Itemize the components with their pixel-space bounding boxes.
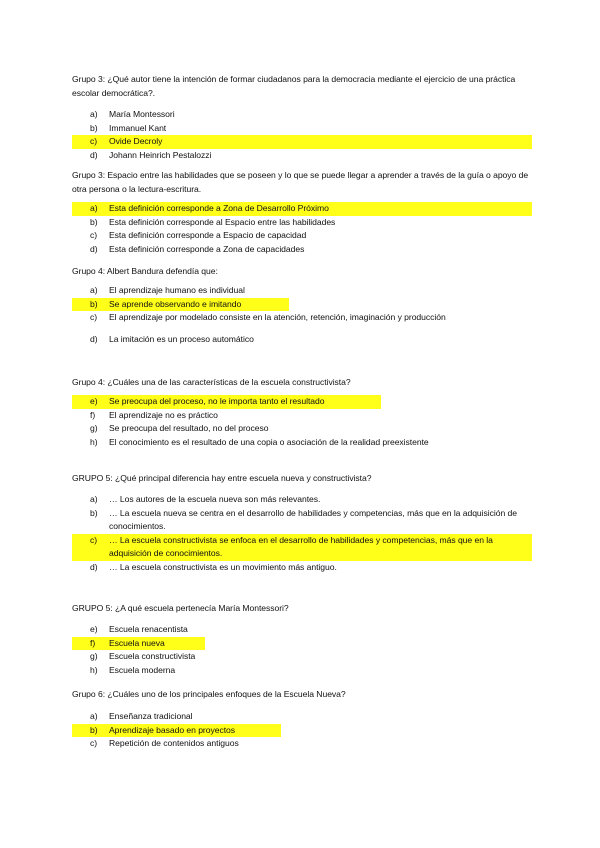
option-item <box>72 710 532 724</box>
question-text: Grupo 6: ¿Cuáles uno de los principales enfoques de la Escuela Nueva? <box>72 689 346 699</box>
question-text: Grupo 3: Espacio entre las habilidades que se poseen y lo que se puede llegar a aprender a través de la guía o apoyo de otra persona o la lectura-escritura. <box>72 170 529 194</box>
option-text: El aprendizaje por modelado consiste en la atención, retención, imaginación y producción <box>109 312 446 323</box>
options-list <box>72 493 532 575</box>
option-marker: d) <box>90 561 98 572</box>
option-item <box>72 737 532 751</box>
option-marker: c) <box>90 230 98 241</box>
option-marker: d) <box>90 149 98 160</box>
question-text: GRUPO 5: ¿A qué escuela pertenecía María Montessori? <box>72 603 289 613</box>
option-item <box>72 333 532 347</box>
option-text: Enseñanza tradicional <box>109 711 193 721</box>
option-text: Escuela renacentista <box>109 624 188 634</box>
option-text: El conocimiento es el resultado de una copia o asociación de la realidad preexistente <box>109 436 429 447</box>
option-marker: c) <box>90 534 98 545</box>
option-text: Se preocupa del resultado, no del proceso <box>109 423 269 434</box>
options-list <box>72 710 532 751</box>
option-marker: e) <box>90 396 98 406</box>
option-text: Escuela nueva <box>109 637 165 648</box>
option-item <box>72 409 532 423</box>
option-marker: f) <box>90 409 96 420</box>
option-item-highlighted <box>72 135 532 149</box>
option-marker: h) <box>90 664 98 675</box>
option-text: Aprendizaje basado en proyectos <box>109 724 236 735</box>
options-list <box>72 202 532 256</box>
option-item <box>72 229 532 243</box>
option-text: Esta definición corresponde al Espacio entre las habilidades <box>109 216 336 227</box>
option-text: Johann Heinrich Pestalozzi <box>109 149 212 160</box>
option-marker: d) <box>90 333 98 344</box>
option-text: … La escuela constructivista se enfoca en el desarrollo de habilidades y competencias, más que en la adquisición de conocimientos. <box>109 534 493 559</box>
option-item <box>72 436 532 450</box>
option-item <box>72 650 532 664</box>
option-text: María Montessori <box>109 109 175 119</box>
option-text: Immanuel Kant <box>109 122 167 133</box>
option-text: … Los autores de la escuela nueva son más relevantes. <box>109 494 321 504</box>
option-item <box>72 422 532 436</box>
option-item <box>72 623 532 637</box>
option-marker: b) <box>90 724 98 735</box>
option-marker: e) <box>90 624 98 634</box>
option-text: Se preocupa del proceso, no le importa tanto el resultado <box>109 396 325 406</box>
option-marker: c) <box>90 136 98 147</box>
question-text: Grupo 4: Albert Bandura defendía que: <box>72 266 218 276</box>
option-marker: b) <box>90 216 98 227</box>
option-text: El aprendizaje no es práctico <box>109 409 218 420</box>
option-item-highlighted <box>72 724 281 738</box>
option-item-highlighted <box>72 395 381 409</box>
option-marker: c) <box>90 312 98 323</box>
option-item <box>72 664 532 678</box>
option-item-highlighted <box>72 637 205 651</box>
option-item <box>72 507 532 534</box>
options-list <box>72 284 532 346</box>
options-list <box>72 623 532 677</box>
option-marker: c) <box>90 738 98 749</box>
option-item <box>72 284 532 298</box>
option-text: Escuela constructivista <box>109 651 196 662</box>
option-marker: f) <box>90 637 96 648</box>
option-text: Repetición de contenidos antiguos <box>109 738 239 749</box>
question-block <box>72 375 532 449</box>
question-block <box>72 168 532 256</box>
question-block <box>72 601 532 677</box>
option-marker: b) <box>90 507 98 518</box>
option-marker: h) <box>90 436 98 447</box>
option-marker: a) <box>90 285 98 295</box>
option-marker: g) <box>90 423 98 434</box>
option-text: Esta definición corresponde a Zona de capacidades <box>109 243 305 254</box>
option-marker: d) <box>90 243 98 254</box>
options-list <box>72 395 532 449</box>
option-item-highlighted <box>72 534 532 561</box>
option-text: El aprendizaje humano es individual <box>109 285 245 295</box>
option-marker: b) <box>90 298 98 309</box>
option-marker: a) <box>90 203 98 213</box>
option-item <box>72 493 532 507</box>
option-marker: a) <box>90 711 98 721</box>
question-block <box>72 687 532 751</box>
option-text: Escuela moderna <box>109 664 176 675</box>
option-item <box>72 243 532 257</box>
option-item <box>72 561 532 575</box>
option-text: Ovide Decroly <box>109 136 163 147</box>
option-item <box>72 149 532 163</box>
option-text: La imitación es un proceso automático <box>109 333 254 344</box>
question-block <box>72 264 532 346</box>
question-text: GRUPO 5: ¿Qué principal diferencia hay entre escuela nueva y constructivista? <box>72 473 372 483</box>
options-list <box>72 108 532 162</box>
option-text: Esta definición corresponde a Espacio de capacidad <box>109 230 307 241</box>
option-text: … La escuela constructivista es un movimiento más antiguo. <box>109 561 337 572</box>
option-item-highlighted <box>72 298 289 312</box>
option-item <box>72 216 532 230</box>
option-text: … La escuela nueva se centra en el desarrollo de habilidades y competencias, más que en la adquisición de conocimientos. <box>109 507 517 532</box>
option-item <box>72 122 532 136</box>
question-block <box>72 471 532 575</box>
option-text: Esta definición corresponde a Zona de Desarrollo Próximo <box>109 203 329 213</box>
option-item <box>72 311 532 325</box>
option-marker: b) <box>90 122 98 133</box>
option-item-highlighted <box>72 202 532 216</box>
option-marker: g) <box>90 651 98 662</box>
question-block <box>72 72 532 162</box>
option-marker: a) <box>90 109 98 119</box>
option-marker: a) <box>90 494 98 504</box>
question-text: Grupo 4: ¿Cuáles una de las características de la escuela constructivista? <box>72 377 351 387</box>
option-text: Se aprende observando e imitando <box>109 298 242 309</box>
question-text: Grupo 3: ¿Qué autor tiene la intención de formar ciudadanos para la democracia mediante el ejercicio de una práctica escolar democrática?. <box>72 74 516 98</box>
option-item <box>72 108 532 122</box>
